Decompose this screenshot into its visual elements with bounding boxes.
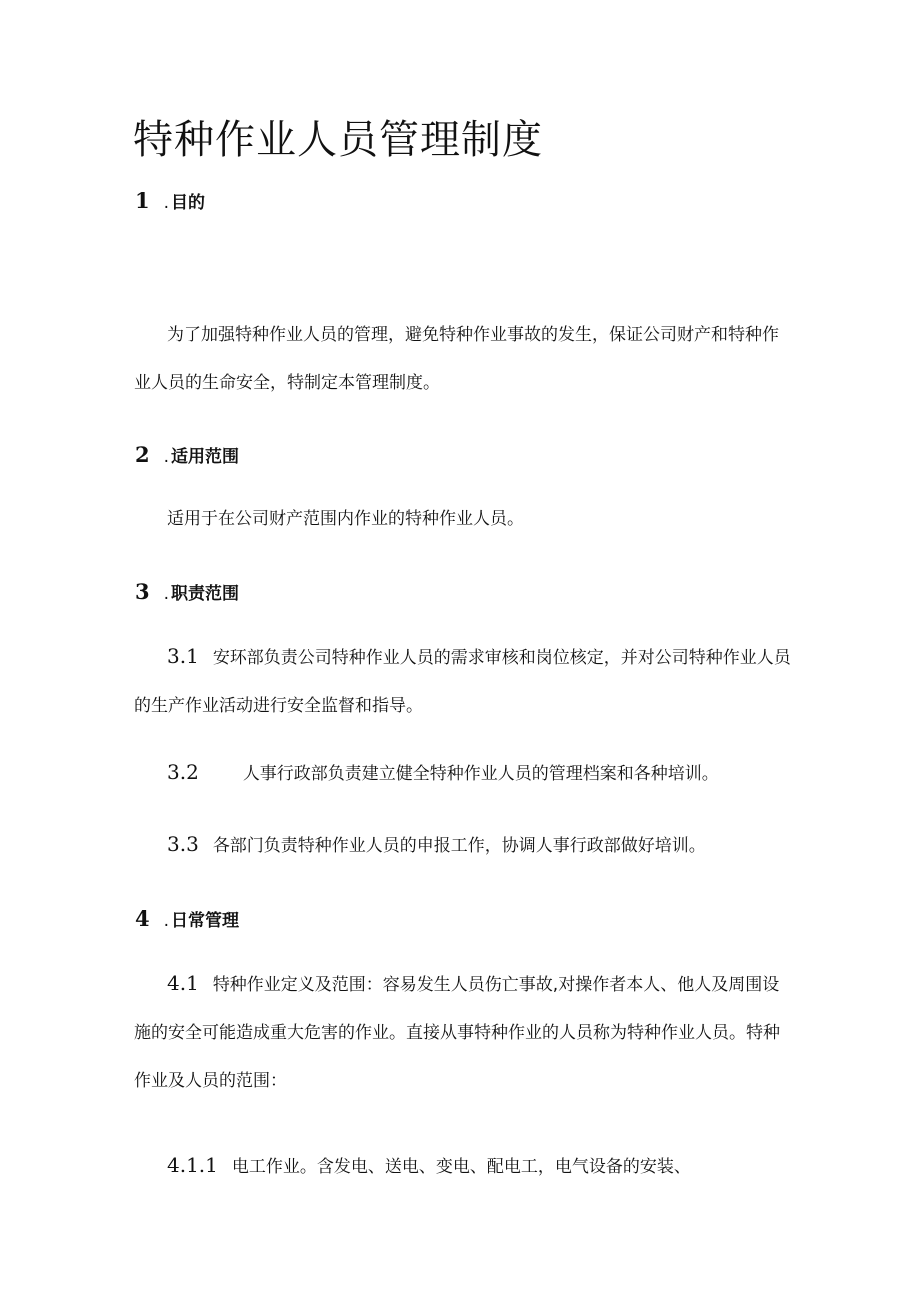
clause-number: 3.2: [167, 760, 199, 784]
section-1-body: 为了加强特种作业人员的管理，避免特种作业事故的发生，保证公司财产和特种作业人员的生命安全，特制定本管理制度。: [134, 325, 779, 393]
section-label: 适用范围: [171, 447, 240, 467]
clause-text: 人事行政部负责建立健全特种作业人员的管理档案和各种培训。: [242, 764, 719, 784]
clause-text: 各部门负责特种作业人员的申报工作，协调人事行政部做好培训。: [212, 836, 706, 856]
section-dot: .: [163, 911, 170, 931]
document-title: 特种作业人员管理制度: [133, 117, 543, 163]
section-number: 2: [135, 442, 150, 467]
clause-3-1: [134, 632, 794, 730]
section-number: 3: [135, 579, 150, 604]
clause-text: 安环部负责公司特种作业人员的需求审核和岗位核定，并对公司特种作业人员的生产作业活动进行安全监督和指导。: [134, 648, 791, 716]
section-heading-3: [135, 577, 239, 609]
clause-number: 3.1: [167, 644, 199, 668]
section-number: 1: [135, 188, 150, 213]
section-label: 职责范围: [171, 584, 240, 604]
section-dot: .: [163, 447, 170, 467]
clause-text: 特种作业定义及范围：容易发生人员伤亡事故,对操作者本人、他人及周围设施的安全可能造成重大危害的作业。直接从事特种作业的人员称为特种作业人员。特种作业及人员的范围：: [134, 975, 780, 1091]
section-heading-4: [135, 904, 239, 936]
section-label: 目的: [171, 193, 206, 213]
clause-number: 4.1: [167, 971, 199, 995]
section-2-body: 适用于在公司财产范围内作业的特种作业人员。: [167, 509, 524, 529]
section-heading-2: [135, 440, 239, 472]
clause-4-1: [134, 959, 794, 1105]
clause-3-3: [167, 829, 706, 861]
clause-3-2: [167, 757, 719, 789]
clause-number: 4.1.1: [167, 1153, 218, 1177]
clause-number: 3.3: [167, 832, 199, 856]
section-dot: .: [163, 584, 170, 604]
section-heading-1: [135, 186, 205, 218]
section-dot: .: [163, 193, 170, 213]
section-number: 4: [135, 906, 150, 931]
clause-text: 电工作业。含发电、送电、变电、配电工，电气设备的安装、: [231, 1157, 691, 1177]
clause-4-1-1: [167, 1150, 691, 1182]
section-label: 日常管理: [171, 911, 240, 931]
